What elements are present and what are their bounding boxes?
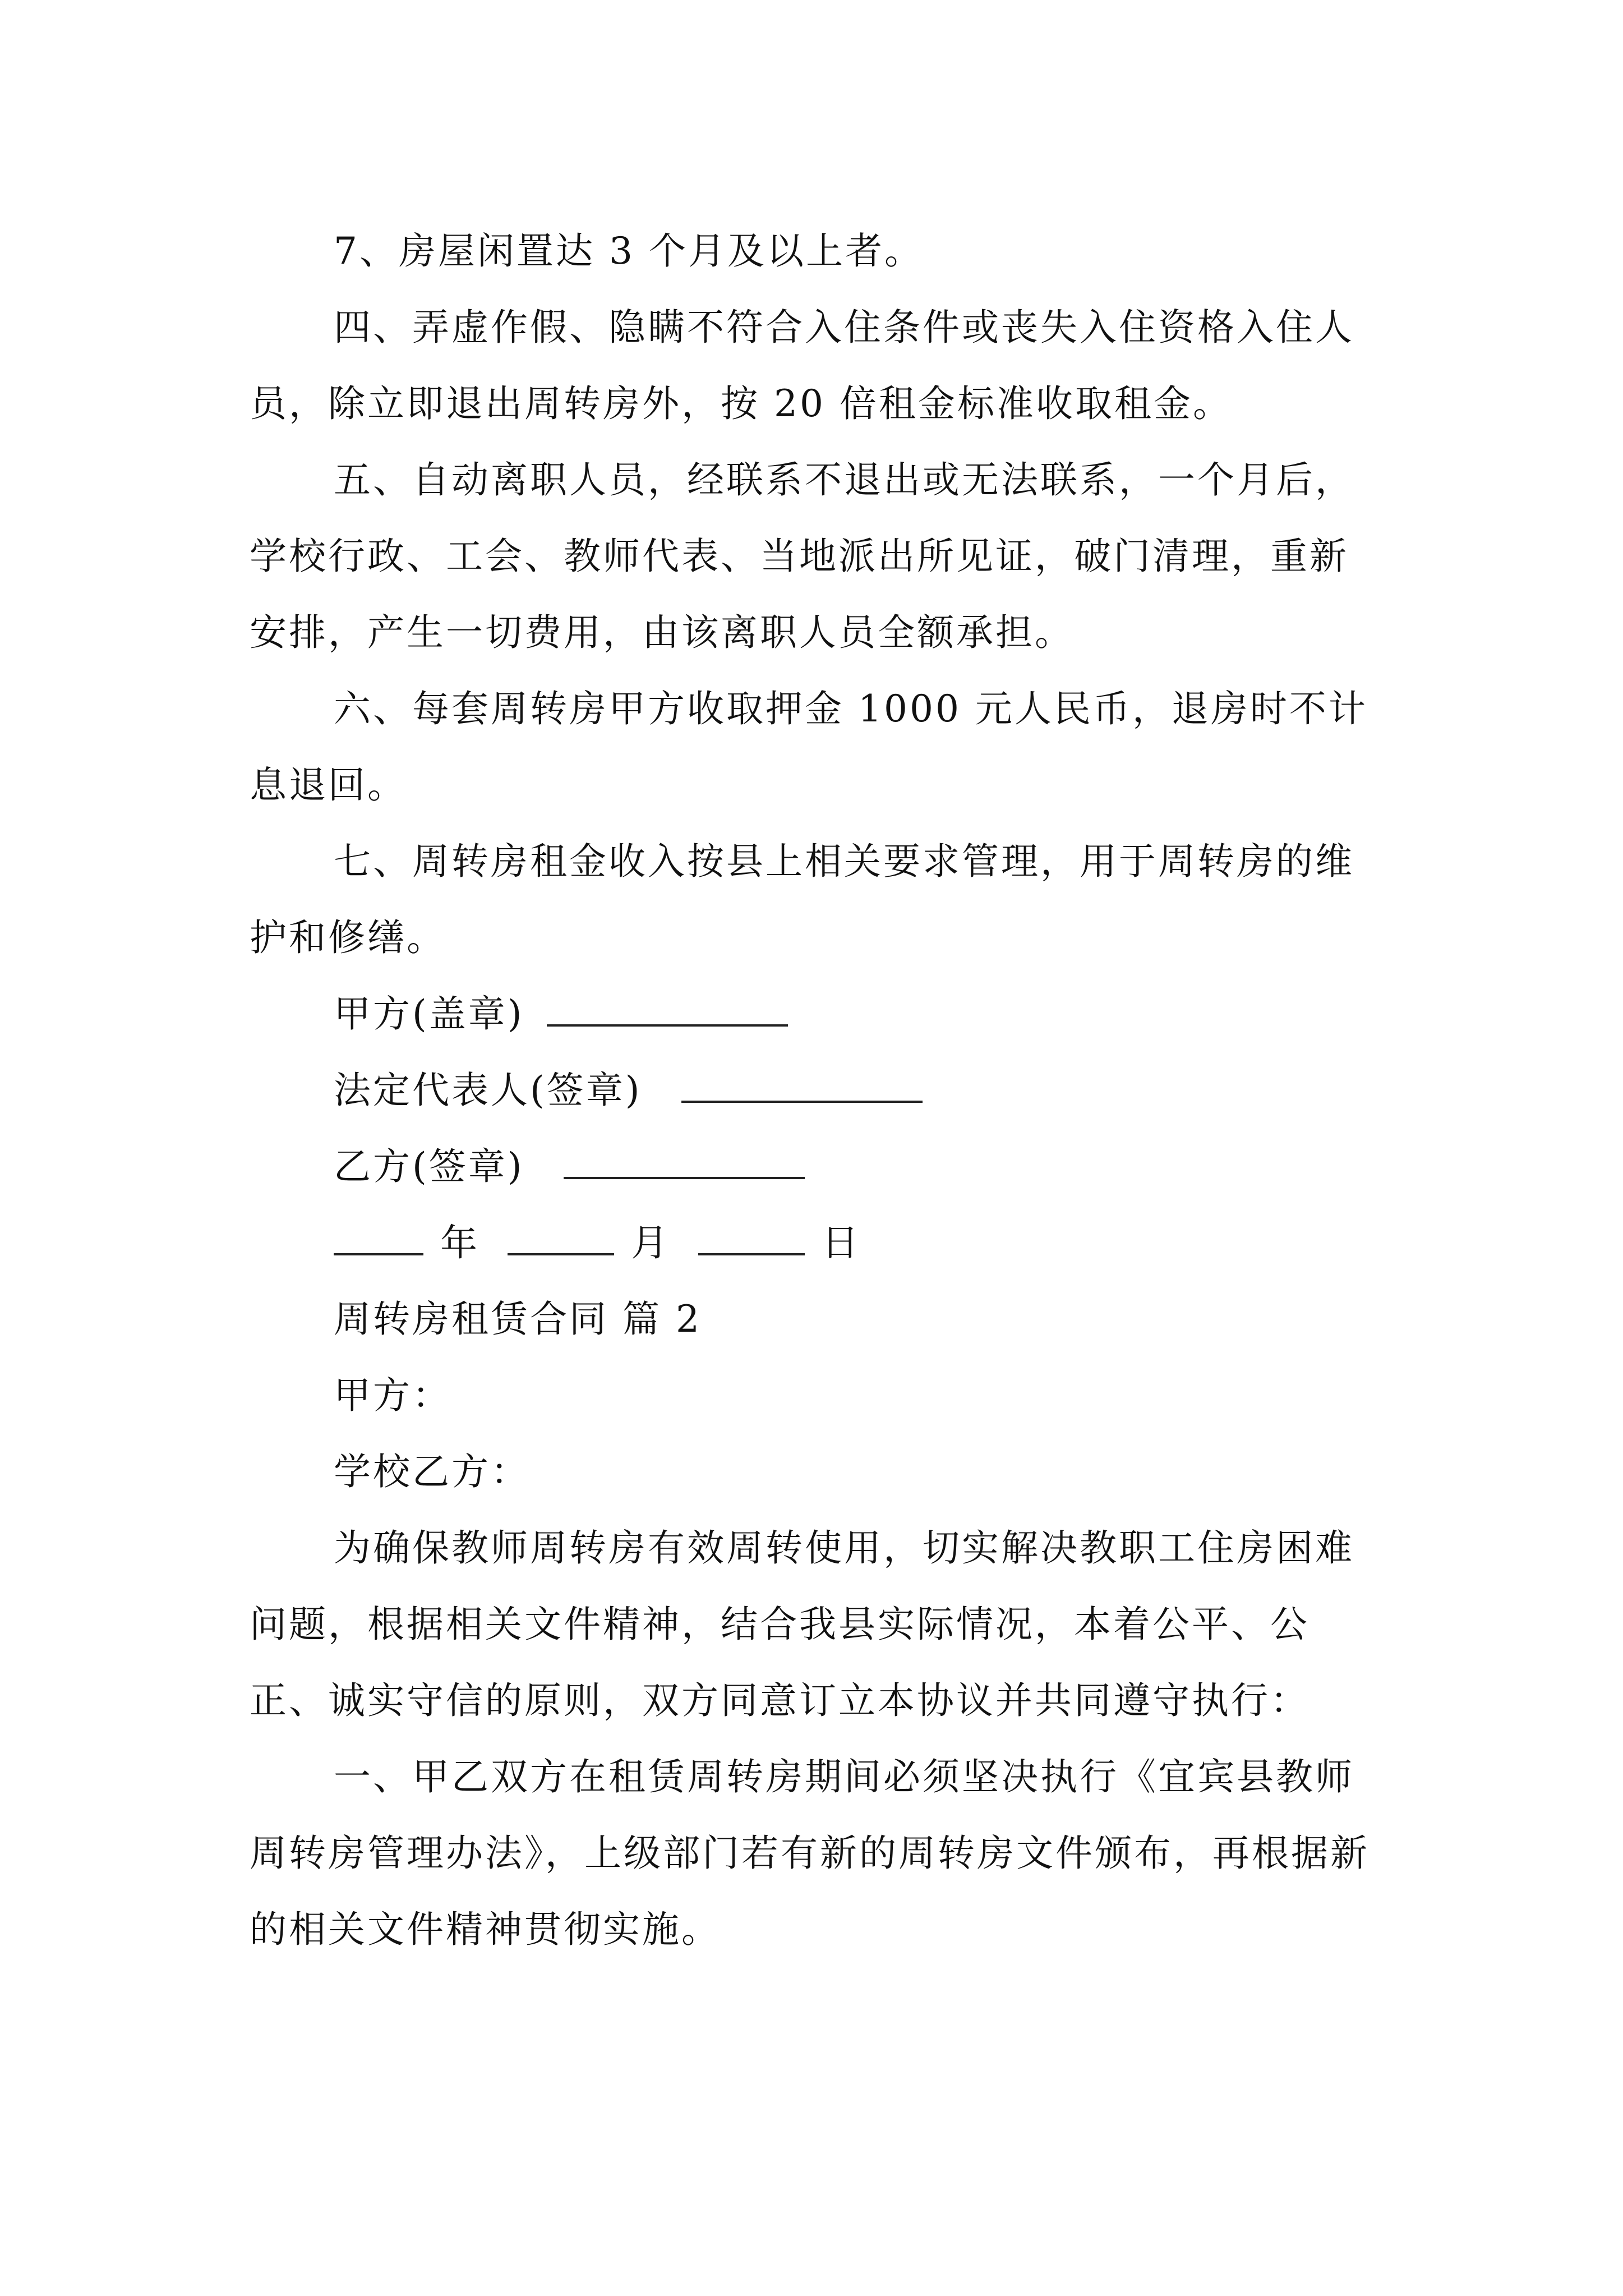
party-b-label: 学校乙方： <box>334 1450 530 1493</box>
signature-party-b-label: 乙方(签章) <box>334 1145 524 1188</box>
paragraph-five: 五、自动离职人员，经联系不退出或无法联系，一个月后，学校行政、工会、教师代表、当地派出所见证，破门清理，重新安排，产生一切费用，由该离职人员全额承担。 <box>250 458 1354 654</box>
paragraph-six: 六、每套周转房甲方收取押金 1000 元人民币，退房时不计息退回。 <box>250 687 1368 807</box>
paragraph-seven: 七、周转房租金收入按县上相关要求管理，用于周转房的维护和修缮。 <box>250 840 1354 959</box>
date-year-label: 年 <box>440 1221 479 1264</box>
party-a-label: 甲方： <box>334 1374 451 1417</box>
date-month-label: 月 <box>631 1221 670 1264</box>
signature-legal-rep-blank <box>681 1068 923 1103</box>
paragraph-preamble: 为确保教师周转房有效周转使用，切实解决教职工住房困难问题，根据相关文件精神，结合我县实际情况，本着公平、公正、诚实守信的原则，双方同意订立本协议并共同遵守执行： <box>250 1526 1354 1722</box>
paragraph-item-7: 7、房屋闲置达 3 个月及以上者。 <box>334 229 924 273</box>
signature-date <box>250 1205 1377 1281</box>
date-day-blank <box>698 1221 805 1255</box>
paragraph-four: 四、弄虚作假、隐瞒不符合入住条件或丧失入住资格入住人员，除立即退出周转房外，按 20 倍租金标准收取租金。 <box>250 306 1354 425</box>
signature-party-b-blank <box>564 1144 805 1179</box>
signature-party-a <box>250 976 1377 1052</box>
signature-party-b <box>250 1129 1377 1205</box>
section-title: 周转房租赁合同 篇 2 <box>334 1297 702 1341</box>
date-year-blank <box>334 1221 423 1255</box>
document-body <box>250 213 1377 1968</box>
date-day-label: 日 <box>822 1221 861 1264</box>
signature-legal-rep-label: 法定代表人(签章) <box>334 1069 642 1112</box>
signature-party-a-label: 甲方(盖章) <box>334 992 524 1036</box>
signature-legal-rep <box>250 1052 1377 1129</box>
signature-party-a-blank <box>547 992 788 1027</box>
date-month-blank <box>508 1221 614 1255</box>
paragraph-clause-one: 一、甲乙双方在租赁周转房期间必须坚决执行《宜宾县教师周转房管理办法》，上级部门若有新的周转房文件颁布，再根据新的相关文件精神贯彻实施。 <box>250 1755 1370 1951</box>
